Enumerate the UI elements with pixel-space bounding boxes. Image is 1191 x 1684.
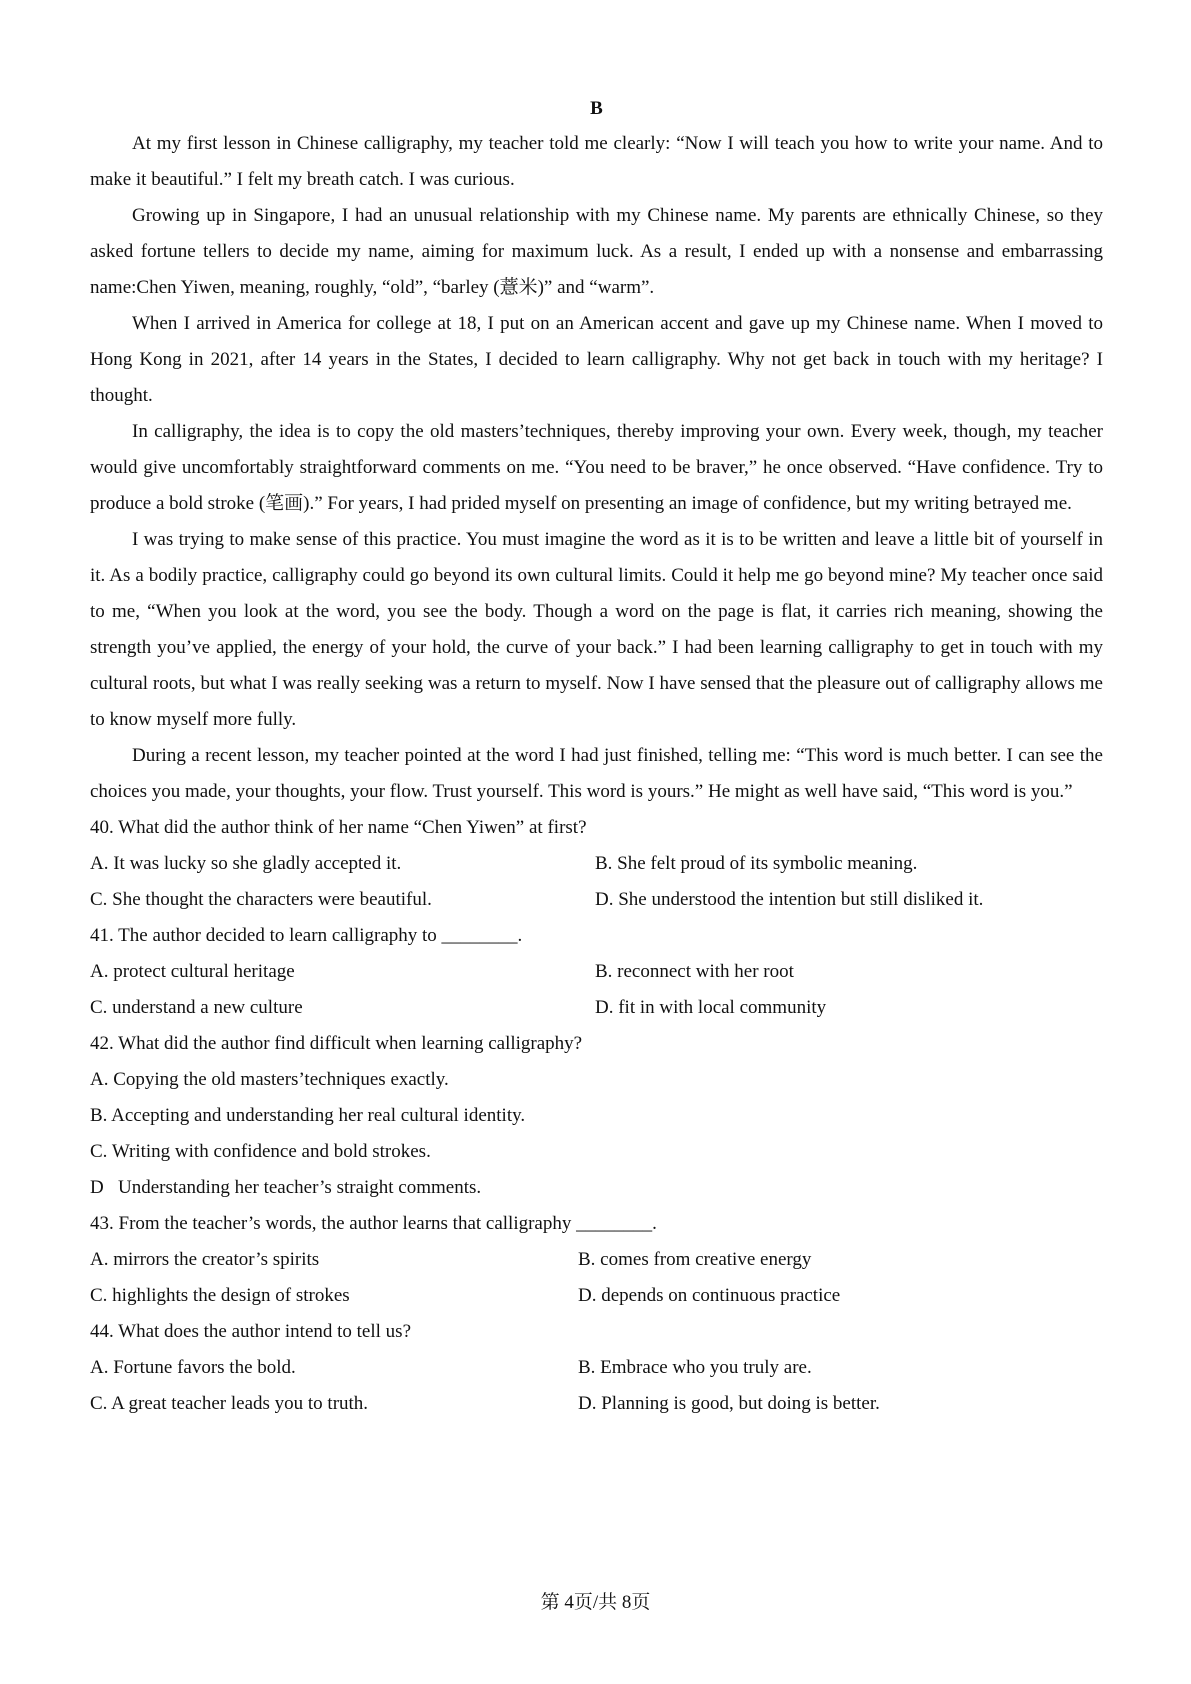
question-stem: 41. The author decided to learn calligraphy to ________. <box>90 925 523 946</box>
question-stem: 43. From the teacher’s words, the author learns that calligraphy ________. <box>90 1213 657 1234</box>
passage-paragraph-6: During a recent lesson, my teacher pointed at the word I had just finished, telling me: “This word is much better. I can see the choices you made, your thoughts, your flow. Trust yourself. This word is yours.” He might as well have said, “This word is you.” <box>90 745 1103 802</box>
passage-paragraph-5: I was trying to make sense of this practice. You must imagine the word as it is to be written and leave a little bit of yourself in it. As a bodily practice, calligraphy could go beyond its own cultural limits. Could it help me go beyond mine? My teacher once said to me, “When you look at the word, you see the body. Though a word on the page is flat, it carries rich meaning, showing the strength you’ve applied, the energy of your hold, the curve of your back.” I had been learning calligraphy to get in touch with my cultural roots, but what I was really seeking was a return to myself. Now I have sensed that the pleasure out of calligraphy allows me to know myself more fully. <box>90 529 1103 730</box>
option-c: C. understand a new culture <box>90 997 303 1018</box>
option-a: A. Copying the old masters’techniques exactly. <box>90 1069 449 1090</box>
question-43 <box>90 1206 1103 1314</box>
question-stem: 40. What did the author think of her name “Chen Yiwen” at first? <box>90 817 587 838</box>
option-b: B. Accepting and understanding her real cultural identity. <box>90 1105 526 1126</box>
option-d: D. She understood the intention but still disliked it. <box>595 889 984 910</box>
question-stem: 42. What did the author find difficult when learning calligraphy? <box>90 1033 583 1054</box>
options <box>90 1242 1103 1314</box>
option-b: B. Embrace who you truly are. <box>578 1357 812 1378</box>
question-stem: 44. What does the author intend to tell us? <box>90 1321 411 1342</box>
options <box>90 954 1103 1026</box>
passage-paragraph-2: Growing up in Singapore, I had an unusual relationship with my Chinese name. My parents are ethnically Chinese, so they asked fortune tellers to decide my name, aiming for maximum luck. As a result, I ended up with a nonsense and embarrassing name:Chen Yiwen, meaning, roughly, “old”, “barley (薏米)” and “warm”. <box>90 205 1103 298</box>
option-a: A. mirrors the creator’s spirits <box>90 1249 320 1270</box>
exam-page <box>90 96 1103 1422</box>
option-b: B. reconnect with her root <box>595 961 794 982</box>
options <box>90 1350 1103 1422</box>
option-b: B. comes from creative energy <box>578 1249 812 1270</box>
option-c: C. She thought the characters were beautiful. <box>90 889 432 910</box>
options <box>90 846 1103 918</box>
question-44 <box>90 1314 1103 1422</box>
option-a: A. Fortune favors the bold. <box>90 1357 296 1378</box>
passage-paragraph-1: At my first lesson in Chinese calligraphy, my teacher told me clearly: “Now I will teach you how to write your name. And to make it beautiful.” I felt my breath catch. I was curious. <box>90 133 1103 190</box>
passage-paragraph-3: When I arrived in America for college at 18, I put on an American accent and gave up my Chinese name. When I moved to Hong Kong in 2021, after 14 years in the States, I decided to learn calligraphy. Why not get back in touch with my heritage? I thought. <box>90 313 1103 406</box>
option-d: D Understanding her teacher’s straight comments. <box>90 1177 482 1198</box>
question-40 <box>90 810 1103 918</box>
question-41 <box>90 918 1103 1026</box>
section-title: B <box>590 98 603 119</box>
passage-paragraph-4: In calligraphy, the idea is to copy the old masters’techniques, thereby improving your own. Every week, though, my teacher would give uncomfortably straightforward comments on me. “You need to be braver,” he once observed. “Have confidence. Try to produce a bold stroke (笔画).” For years, I had prided myself on presenting an image of confidence, but my writing betrayed me. <box>90 421 1103 514</box>
option-d: D. Planning is good, but doing is better. <box>578 1393 880 1414</box>
option-c: C. highlights the design of strokes <box>90 1285 350 1306</box>
option-a: A. protect cultural heritage <box>90 961 295 982</box>
option-c: C. A great teacher leads you to truth. <box>90 1393 369 1414</box>
option-d: D. depends on continuous practice <box>578 1285 841 1306</box>
option-b: B. She felt proud of its symbolic meaning. <box>595 853 918 874</box>
question-42 <box>90 1026 1103 1206</box>
page-number: 第 4页/共 8页 <box>540 1592 651 1613</box>
option-d: D. fit in with local community <box>595 997 827 1018</box>
option-c: C. Writing with confidence and bold strokes. <box>90 1141 431 1162</box>
option-a: A. It was lucky so she gladly accepted it. <box>90 853 402 874</box>
